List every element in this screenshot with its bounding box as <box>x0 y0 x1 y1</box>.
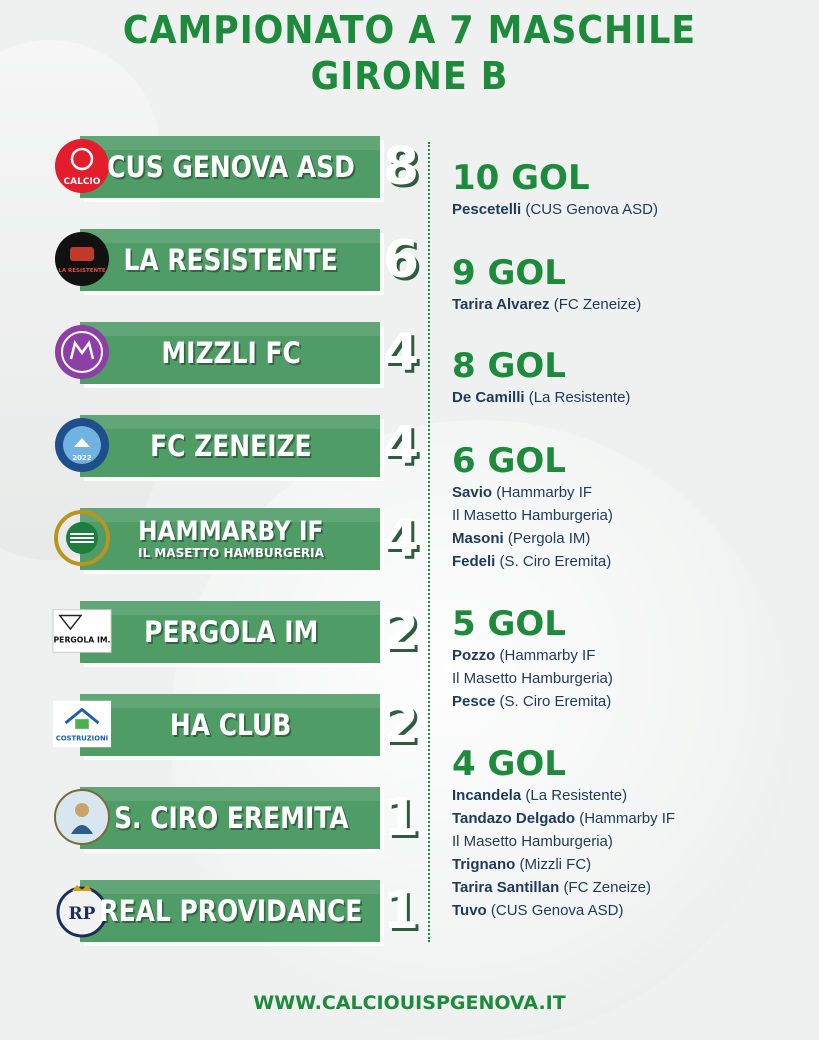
scorer-line-cont: Il Masetto Hamburgeria) <box>452 670 613 687</box>
scorer-line <box>452 784 675 807</box>
scorer-line-cont: Il Masetto Hamburgeria) <box>452 507 613 524</box>
scorer-line <box>452 853 675 876</box>
scorer-name: Tandazo Delgado <box>452 810 576 827</box>
team-points: 8 <box>382 137 420 197</box>
team-name: LA RESISTENTE <box>123 243 339 277</box>
team-name-block <box>86 601 376 663</box>
scorer-team: (CUS Genova ASD) <box>525 201 658 218</box>
scorer-team: (La Resistente) <box>525 787 628 804</box>
scorer-group <box>452 253 641 316</box>
scorer-name: Fedeli <box>452 553 496 570</box>
scorer-team: (FC Zeneize) <box>553 296 642 313</box>
team-points: 4 <box>382 416 420 476</box>
scorer-group <box>452 744 675 922</box>
team-name-block <box>86 787 376 849</box>
team-name-block <box>86 694 376 756</box>
page-subtitle: GIRONE B <box>310 54 509 98</box>
scorer-line <box>452 527 613 550</box>
team-name: FC ZENEIZE <box>150 429 312 463</box>
scorer-name: Masoni <box>452 530 504 547</box>
goals-heading: 8 GOL <box>452 346 566 386</box>
team-name: MIZZLI FC <box>161 336 301 370</box>
scorer-name: Tuvo <box>452 902 487 919</box>
standing-row-3 <box>52 322 422 384</box>
team-name: HAMMARBY IF <box>138 516 324 547</box>
team-name-block <box>86 415 376 477</box>
svg-text:RP: RP <box>68 904 96 924</box>
team-points: 4 <box>382 323 420 383</box>
svg-text:COSTRUZIONI: COSTRUZIONI <box>55 734 109 743</box>
scorer-line <box>452 481 613 504</box>
goals-heading: 9 GOL <box>452 253 566 293</box>
scorer-group <box>452 604 613 713</box>
background-shoe <box>0 40 160 560</box>
scorer-name: Tarira Santillan <box>452 879 560 896</box>
scorer-team: (Mizzli FC) <box>519 856 592 873</box>
standing-row-4 <box>52 415 422 477</box>
scorer-name: De Camilli <box>452 389 525 406</box>
team-points: 1 <box>382 881 420 941</box>
standing-row-2 <box>52 229 422 291</box>
scorer-name: Pescetelli <box>452 201 522 218</box>
goals-heading: 4 GOL <box>452 744 566 784</box>
team-name: REAL PROVIDANCE <box>99 894 363 928</box>
scorer-team: (CUS Genova ASD) <box>490 902 624 919</box>
team-name: S. CIRO EREMITA <box>113 801 349 835</box>
standing-row-7 <box>52 694 422 756</box>
standing-row-1 <box>52 136 422 198</box>
team-sponsor: IL MASETTO HAMBURGERIA <box>138 546 324 560</box>
svg-text:PERGOLA IM.: PERGOLA IM. <box>53 635 111 645</box>
team-name: HA CLUB <box>170 708 292 742</box>
team-points: 6 <box>382 230 420 290</box>
scorer-team: (Hammarby IF <box>499 647 596 664</box>
page-title: CAMPIONATO A 7 MASCHILE <box>122 8 697 52</box>
standing-row-6 <box>52 601 422 663</box>
scorer-team: (La Resistente) <box>528 389 631 406</box>
standing-row-8 <box>52 787 422 849</box>
team-points: 4 <box>382 509 420 569</box>
scorer-team: (S. Ciro Eremita) <box>499 553 612 570</box>
svg-text:LA RESISTENTE: LA RESISTENTE <box>58 268 106 274</box>
scorer-group <box>452 441 613 573</box>
scorer-team: (FC Zeneize) <box>563 879 651 896</box>
svg-text:2022: 2022 <box>72 454 92 462</box>
scorer-name: Pesce <box>452 693 496 710</box>
scorer-name: Tarira Alvarez <box>452 296 550 313</box>
scorer-line-cont: Il Masetto Hamburgeria) <box>452 833 613 850</box>
scorer-group <box>452 158 658 221</box>
scorer-line <box>452 198 658 221</box>
column-divider <box>428 142 430 942</box>
scorer-line <box>452 876 675 899</box>
team-name-block <box>86 880 376 942</box>
scorer-line <box>452 644 613 667</box>
scorer-name: Savio <box>452 484 493 501</box>
team-name-block <box>86 508 376 570</box>
scorer-line <box>452 807 675 830</box>
scorer-team: (Pergola IM) <box>507 530 591 547</box>
team-name-block <box>86 136 376 198</box>
standing-row-5 <box>52 508 422 570</box>
goals-heading: 5 GOL <box>452 604 566 644</box>
team-points: 2 <box>382 602 420 662</box>
scorer-line <box>452 899 675 922</box>
standing-row-9 <box>52 880 422 942</box>
scorer-group <box>452 346 630 409</box>
team-name-block <box>86 229 376 291</box>
svg-text:CALCIO: CALCIO <box>63 177 101 187</box>
scorer-name: Pozzo <box>452 647 496 664</box>
team-points: 1 <box>382 788 420 848</box>
scorer-team: (Hammarby IF <box>579 810 676 827</box>
team-name: PERGOLA IM <box>143 615 319 649</box>
website-link[interactable]: WWW.CALCIOUISPGENOVA.IT <box>253 992 566 1014</box>
scorer-name: Incandela <box>452 787 522 804</box>
scorer-line <box>452 386 630 409</box>
team-points: 2 <box>382 695 420 755</box>
scorer-name: Trignano <box>452 856 516 873</box>
goals-heading: 10 GOL <box>452 158 590 198</box>
scorer-team: (S. Ciro Eremita) <box>499 693 612 710</box>
goals-heading: 6 GOL <box>452 441 566 481</box>
scorer-line <box>452 690 613 713</box>
team-name-block <box>86 322 376 384</box>
scorer-team: (Hammarby IF <box>496 484 593 501</box>
scorer-line <box>452 293 641 316</box>
team-name: CUS GENOVA ASD <box>107 150 355 184</box>
scorer-line <box>452 550 613 573</box>
